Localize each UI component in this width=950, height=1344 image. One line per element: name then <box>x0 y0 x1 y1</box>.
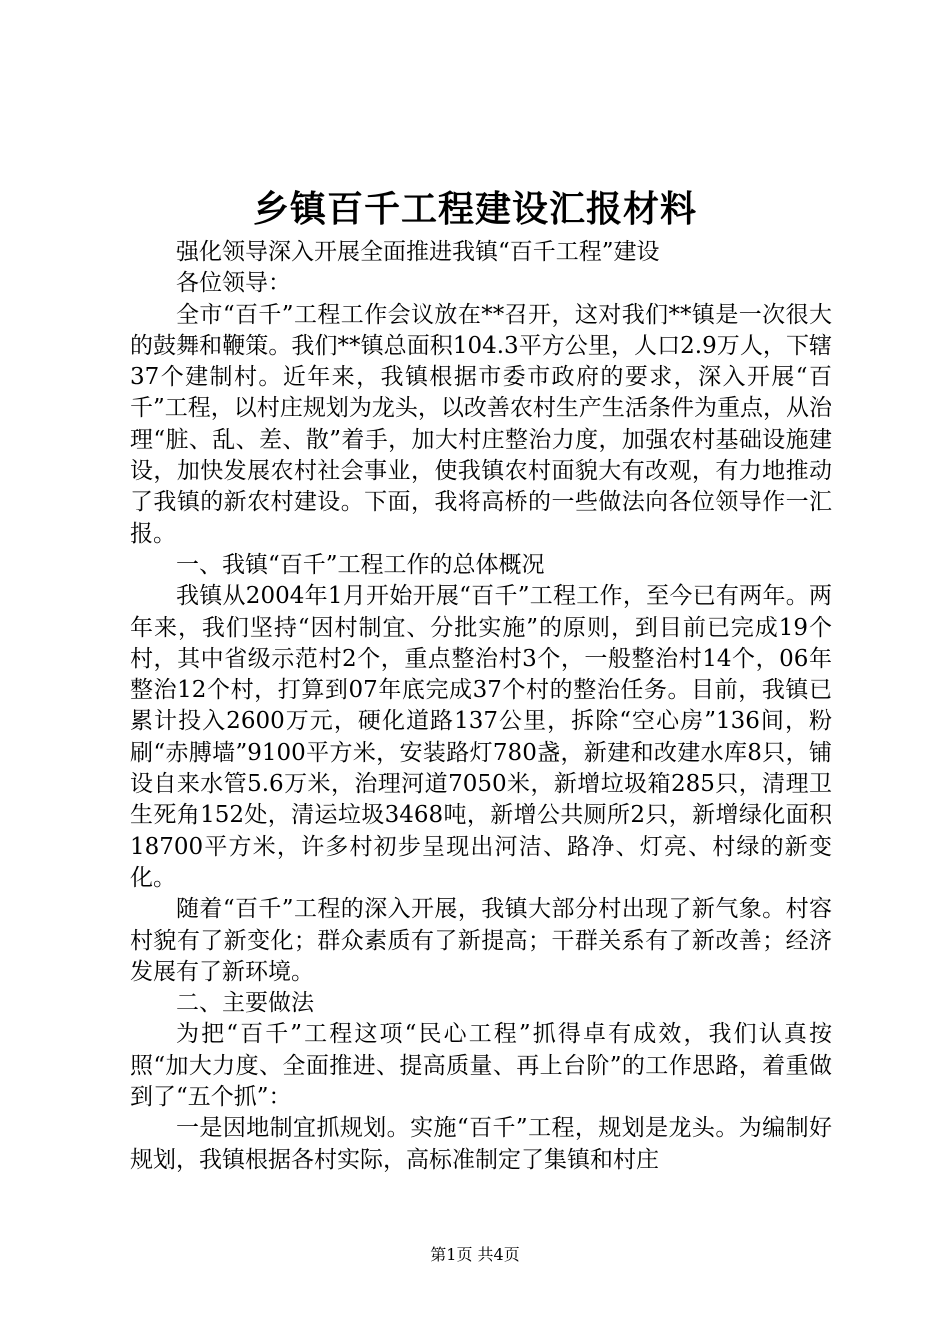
document-title: 乡镇百千工程建设汇报材料 <box>252 188 697 230</box>
salutation-paragraph: 各位领导： <box>176 270 291 297</box>
body-paragraph: 随着“百千”工程的深入开展，我镇大部分村出现了新气象。村容村貌有了新变化；群众素质有了新提高；干群关系有了新改善；经济发展有了新环境。 <box>130 896 832 985</box>
body-paragraph: 我镇从2004年1月开始开展“百千”工程工作，至今已有两年。两年来，我们坚持“因村制宜、分批实施”的原则，到目前已完成19个村，其中省级示范村2个，重点整治村3个，一般整治村14个，06年整治12个村，打算到07年底完成37个村的整治任务。目前，我镇已累计投入2600万元，硬化道路137公里，拆除“空心房”136间，粉刷“赤膊墙”9100平方米，安装路灯780盏，新建和改建水库8只，铺设自来水管5.6万米，治理河道7050米，新增垃圾箱285只，清理卫生死角152处，清运垃圾3468吨，新增公共厕所2只，新增绿化面积18700平方米，许多村初步呈现出河洁、路净、灯亮、村绿的新变化。 <box>130 583 832 891</box>
section-heading: 二、主要做法 <box>176 990 314 1017</box>
body-paragraph: 全市“百千”工程工作会议放在**召开，这对我们**镇是一次很大的鼓舞和鞭策。我们**镇总面积104.3平方公里，人口2.9万人，下辖37个建制村。近年来，我镇根据市委市政府的要求，深入开展“百千”工程，以村庄规划为龙头，以改善农村生产生活条件为重点，从治理“脏、乱、差、散”着手，加大村庄整治力度，加强农村基础设施建设，加快发展农村社会事业，使我镇农村面貌大有改观，有力地推动了我镇的新农村建设。下面，我将高桥的一些做法向各位领导作一汇报。 <box>130 301 832 547</box>
body-paragraph: 一是因地制宜抓规划。实施“百千”工程，规划是龙头。为编制好规划，我镇根据各村实际，高标准制定了集镇和村庄 <box>130 1115 832 1173</box>
body-paragraph: 为把“百千”工程这项“民心工程”抓得卓有成效，我们认真按照“加大力度、全面推进、提高质量、再上台阶”的工作思路，着重做到了“五个抓”： <box>130 1021 832 1111</box>
page-footer: 第1页 共4页 <box>430 1245 520 1264</box>
section-heading: 一、我镇“百千”工程工作的总体概况 <box>176 551 545 578</box>
document-body <box>130 237 832 1176</box>
subtitle-paragraph: 强化领导深入开展全面推进我镇“百千工程”建设 <box>176 239 660 265</box>
